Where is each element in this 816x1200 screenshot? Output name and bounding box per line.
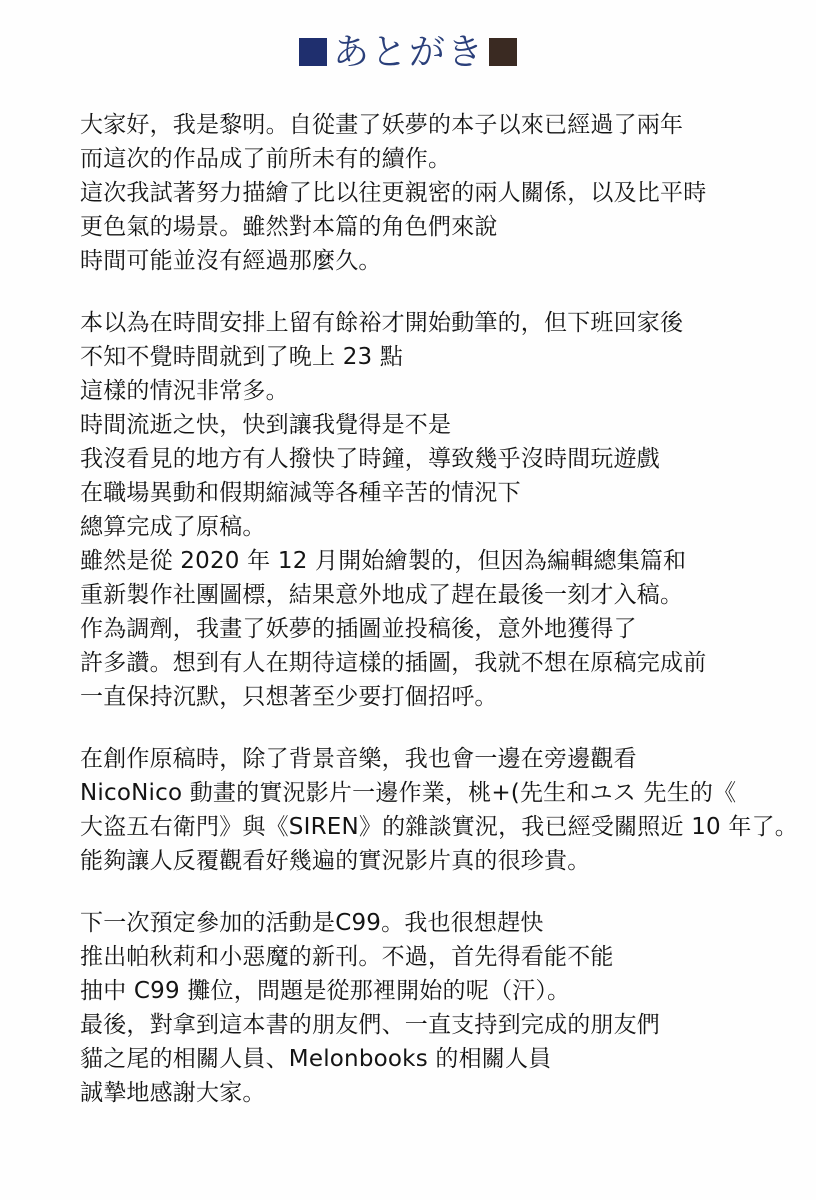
text-line: 在職場異動和假期縮減等各種辛苦的情況下 <box>80 480 521 506</box>
text-line: 大盗五右衛門》與《SIREN》的雜談實況，我已經受關照近 10 年了。 <box>80 814 798 840</box>
text-line: 一直保持沉默，只想著至少要打個招呼。 <box>80 684 498 710</box>
text-line: NicoNico 動畫的實況影片一邊作業，桃+(先生和ユス 先生的《 <box>80 780 737 806</box>
text-line: 下一次預定參加的活動是C99。我也很想趕快 <box>80 910 544 936</box>
text-line: 能夠讓人反覆觀看好幾遍的實況影片真的很珍貴。 <box>80 848 591 874</box>
text-line: 重新製作社團圖標，結果意外地成了趕在最後一刻才入稿。 <box>80 582 684 608</box>
text-line: 雖然是從 2020 年 12 月開始繪製的，但因為編輯總集篇和 <box>80 548 687 574</box>
text-line: 時間流逝之快，快到讓我覺得是不是 <box>80 412 452 438</box>
text-line: 時間可能並沒有經過那麼久。 <box>80 248 382 274</box>
text-line: 而這次的作品成了前所未有的續作。 <box>80 146 452 172</box>
text-line: 誠摯地感謝大家。 <box>80 1080 266 1106</box>
text-line: 在創作原稿時，除了背景音樂，我也會一邊在旁邊觀看 <box>80 746 637 772</box>
text-line: 這樣的情況非常多。 <box>80 378 289 404</box>
title-text: あとがき <box>332 32 485 73</box>
text-line: 貓之尾的相關人員、Melonbooks 的相關人員 <box>80 1046 552 1072</box>
text-line: 我沒看見的地方有人撥快了時鐘，導致幾乎沒時間玩遊戲 <box>80 446 660 472</box>
text-line: 抽中 C99 攤位，問題是從那裡開始的呢（汗）。 <box>80 978 571 1004</box>
text-line: 作為調劑，我畫了妖夢的插圖並投稿後，意外地獲得了 <box>80 616 637 642</box>
title-left-square-icon <box>299 38 327 66</box>
text-line: 許多讚。想到有人在期待這樣的插圖，我就不想在原稿完成前 <box>80 650 707 676</box>
paragraph <box>80 906 780 1110</box>
paragraph <box>80 306 780 714</box>
title-right-square-icon <box>489 38 517 66</box>
text-line: 推出帕秋莉和小惡魔的新刊。不過，首先得看能不能 <box>80 944 614 970</box>
text-line: 最後，對拿到這本書的朋友們、一直支持到完成的朋友們 <box>80 1012 660 1038</box>
page-title <box>0 33 816 73</box>
paragraph <box>80 742 798 878</box>
text-line: 這次我試著努力描繪了比以往更親密的兩人關係，以及比平時 <box>80 180 707 206</box>
text-line: 總算完成了原稿。 <box>80 514 266 540</box>
text-line: 更色氣的場景。雖然對本篇的角色們來說 <box>80 214 498 240</box>
text-line: 大家好，我是黎明。自從畫了妖夢的本子以來已經過了兩年 <box>80 112 684 138</box>
text-line: 本以為在時間安排上留有餘裕才開始動筆的，但下班回家後 <box>80 310 684 336</box>
text-line: 不知不覺時間就到了晚上 23 點 <box>80 344 404 370</box>
afterword-body <box>80 108 798 1138</box>
paragraph <box>80 108 780 278</box>
